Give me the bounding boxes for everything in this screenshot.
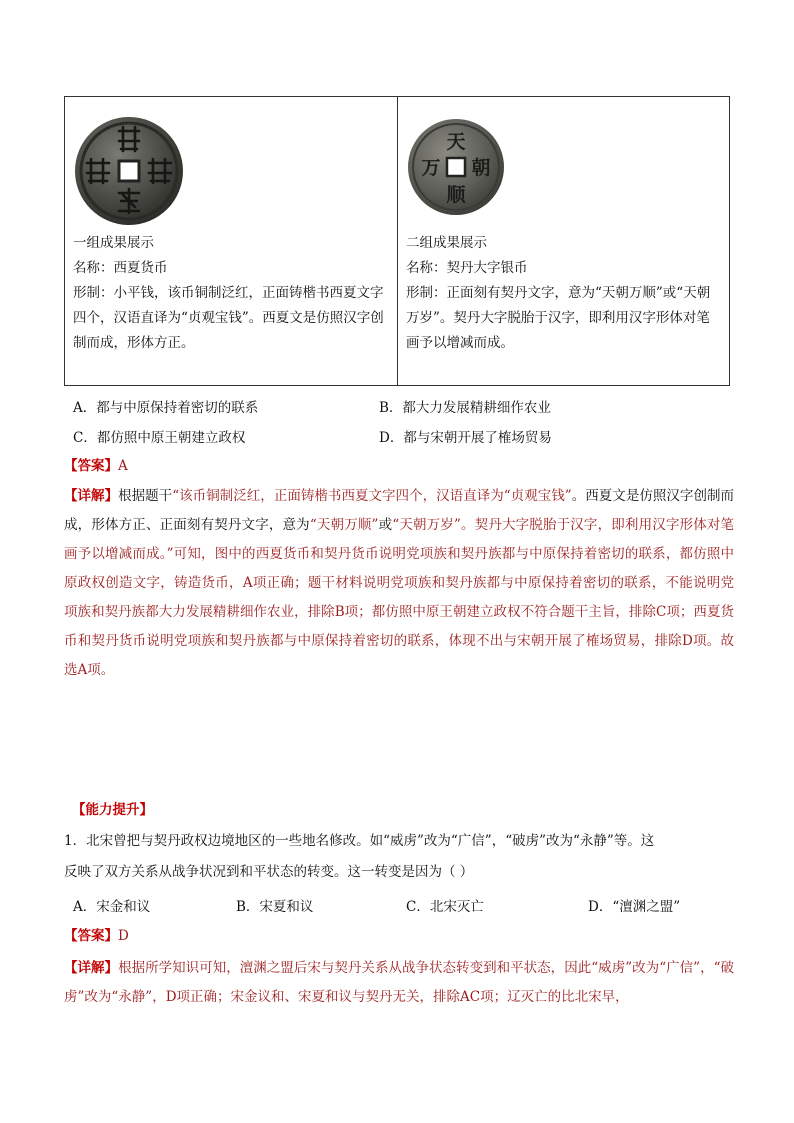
q1-stem-line2: 反映了双方关系从战争状况到和平状态的转变。这一转变是因为（ ） — [64, 864, 474, 880]
q1-detail-quote-1: “威虏” — [591, 960, 633, 976]
xixia-coin-image — [73, 115, 185, 227]
group2-text — [406, 231, 723, 356]
coin-char-left: 万 — [421, 157, 441, 179]
detail-or: 或 — [378, 517, 393, 533]
q1-detail-rest: ，“破虏”改为“永静”，D项正确；宋金议和、宋夏和议与契丹无关，排除AC项；辽灭亡的比北宋早， — [64, 960, 735, 1005]
detail-quote-3: “天朝万岁” — [392, 517, 461, 533]
q1-answer-value: D — [118, 928, 129, 944]
answer-line — [64, 456, 128, 476]
detail-pre: 根据题干 — [118, 488, 173, 504]
group2-name: 名称：契丹大字银币 — [406, 260, 528, 276]
option-d: D．都与宋朝开展了榷场贸易 — [379, 430, 552, 446]
q1-detail-paragraph — [64, 954, 734, 1012]
coin-comparison-table — [64, 96, 730, 386]
detail-mid: 。西夏文是仿照汉字创制而成，形体方正、正面刻有契丹文字，意为 — [64, 488, 735, 533]
q1-answer-label: 【答案】 — [64, 928, 118, 944]
group1-title: 一组成果展示 — [73, 235, 154, 251]
q1-option-d: D．“澶渊之盟” — [588, 899, 681, 915]
coin-char-right: 朝 — [471, 157, 491, 179]
answer-label: 【答案】 — [64, 458, 118, 474]
group1-text — [73, 231, 391, 356]
coin-char-bottom: 顺 — [446, 184, 466, 206]
q1-detail-quote-2: “广信” — [659, 960, 701, 976]
group1-cell — [65, 97, 397, 385]
detail-quote-2: “天朝万顺” — [309, 517, 379, 533]
q1-detail-label: 【详解】 — [64, 960, 119, 976]
detail-label: 【详解】 — [64, 488, 119, 504]
q1-detail-mid: 改为 — [632, 960, 660, 976]
q1-stem-line1: 1．北宋曾把与契丹政权边境地区的一些地名修改。如“威虏”改为“广信”，“破虏”改为“永静”等。这 — [64, 833, 655, 849]
q1-option-a: A．宋金和议 — [73, 899, 151, 915]
group1-desc: 形制：小平钱，该币铜制泛红，正面铸楷书西夏文字四个，汉语直译为“贞观宝钱”。西夏文是仿照汉字创制而成，形体方正。 — [73, 285, 384, 351]
khitan-coin-image — [406, 117, 506, 217]
coin-char-top: 天 — [446, 131, 466, 153]
detail-rest: 。契丹大字脱胎于汉字，即利用汉字形体对笔画予以增减而成。”可知，图中的西夏货币和契丹货币说明党项族和契丹族都与中原保持着密切的联系，都仿照中原政权创造文字，铸造货币，A项正确；题干材料说明党项族和契丹族都与中原保持着密切的联系，不能说明党项族和契丹族都大力发展精耕细作农业，排除B项；都仿照中原王朝建立政权不符合题干主旨，排除C项；西夏货币和契丹货币说明党项族和契丹族都与中原保持着密切的联系，体现不出与宋朝开展了榷场贸易，排除D项。故选A项。 — [64, 517, 735, 678]
answer-value: A — [118, 458, 128, 474]
q1-detail-pre: 根据所学知识可知，澶渊之盟后宋与契丹关系从战争状态转变到和平状态，因此 — [118, 960, 592, 976]
option-a: A．都与中原保持着密切的联系 — [73, 400, 259, 416]
group2-title: 二组成果展示 — [406, 235, 487, 251]
option-c: C．都仿照中原王朝建立政权 — [73, 430, 246, 446]
q1-option-b: B．宋夏和议 — [236, 899, 314, 915]
group2-cell — [397, 97, 729, 385]
q1-answer-line — [64, 926, 129, 946]
group2-desc: 形制：正面刻有契丹文字，意为“天朝万顺”或“天朝万岁”。契丹大字脱胎于汉字，即利用汉字形体对笔画予以增减而成。 — [406, 285, 711, 351]
group1-name: 名称：西夏货币 — [73, 260, 168, 276]
q1-option-c: C．北宋灭亡 — [406, 899, 484, 915]
section-title: 【能力提升】 — [72, 802, 153, 818]
detail-paragraph — [64, 482, 734, 685]
detail-quote-1: “该币铜制泛红，正面铸楷书西夏文字四个，汉语直译为“贞观宝钱” — [172, 488, 572, 504]
option-b: B．都大力发展精耕细作农业 — [379, 400, 551, 416]
